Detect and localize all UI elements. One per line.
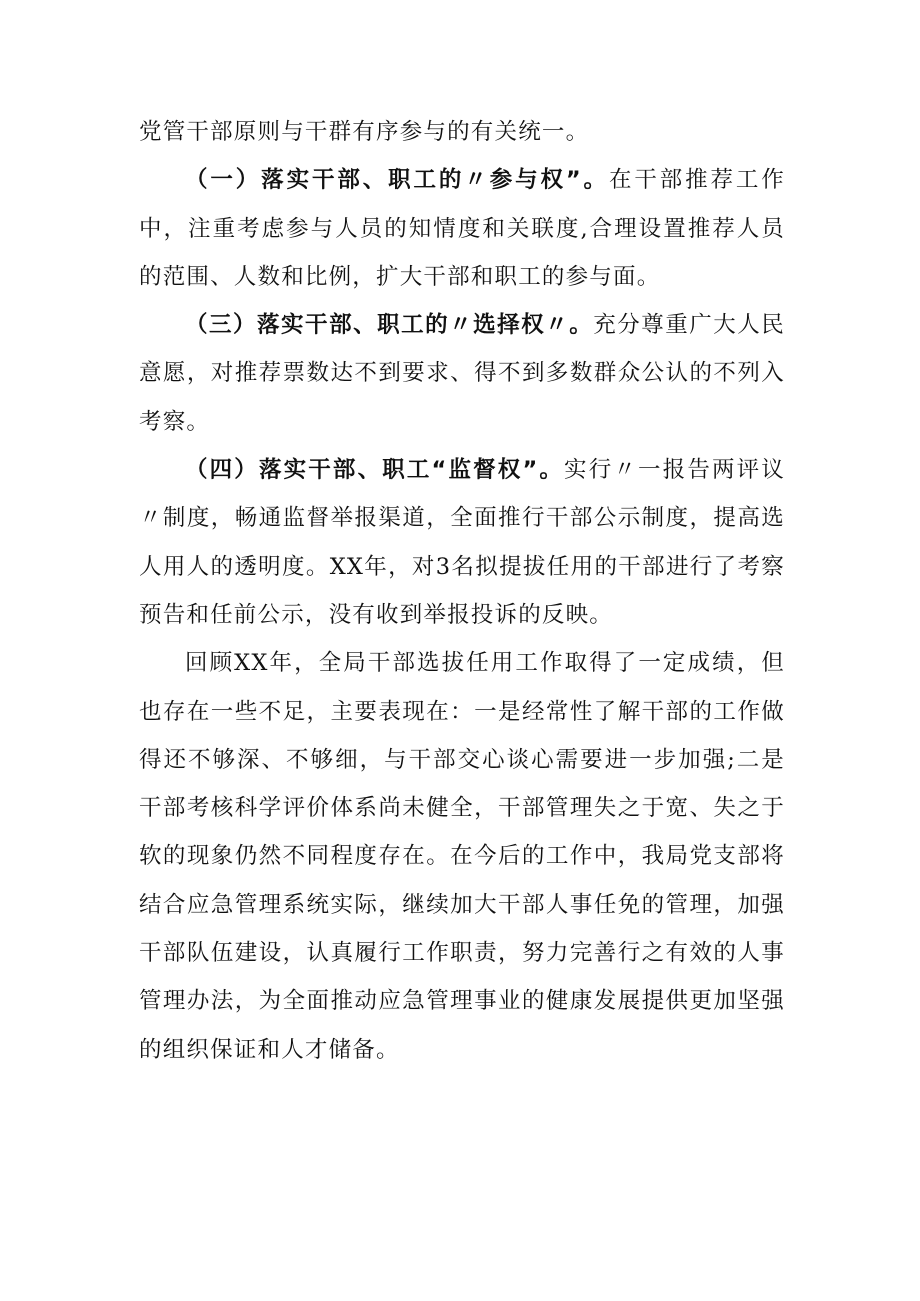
paragraph-review <box>139 639 785 1074</box>
paragraph-text: 回顾XX年，全局干部选拔任用工作取得了一定成绩，但也存在一些不足，主要表现在：一是经常性了解干部的工作做得还不够深、不够细，与干部交心谈心需要进一步加强;二是干部考核科学评价体系尚未健全，干部管理失之于宽、失之于软的现象仍然不同程度存在。在今后的工作中，我局党支部将结合应急管理系统实际，继续加大干部人事任免的管理，加强干部队伍建设，认真履行工作职责，努力完善行之有效的人事管理办法，为全面推动应急管理事业的健康发展提供更加坚强的组织保证和人才储备。 <box>139 650 785 1063</box>
paragraph-text: 实行〃一报告两评议〃制度，畅通监督举报渠道，全面推行干部公示制度，提高选人用人的透明度。XX年，对3名拟提拔任用的干部进行了考察预告和任前公示，没有收到举报投诉的反映。 <box>139 457 785 628</box>
section-heading: （一）落实干部、职工的〃参与权”。 <box>185 167 609 194</box>
section-heading: （三）落实干部、职工的〃选择权〃。 <box>185 312 594 339</box>
document-body <box>139 108 785 1074</box>
paragraph-choice-right <box>139 301 785 446</box>
paragraph-continuation <box>139 108 785 156</box>
paragraph-supervision-right <box>139 446 785 639</box>
section-heading: （四）落实干部、职工“监督权”。 <box>185 457 565 484</box>
paragraph-text: 在干部推荐工作中，注重考虑参与人员的知情度和关联度,合理设置推荐人员的范围、人数和比例，扩大干部和职工的参与面。 <box>139 167 785 290</box>
paragraph-participation-right <box>139 156 785 301</box>
paragraph-text: 党管干部原则与干群有序参与的有关统一。 <box>139 119 590 145</box>
paragraph-text: 充分尊重广大人民意愿，对推荐票数达不到要求、得不到多数群众公认的不列入考察。 <box>139 312 785 435</box>
